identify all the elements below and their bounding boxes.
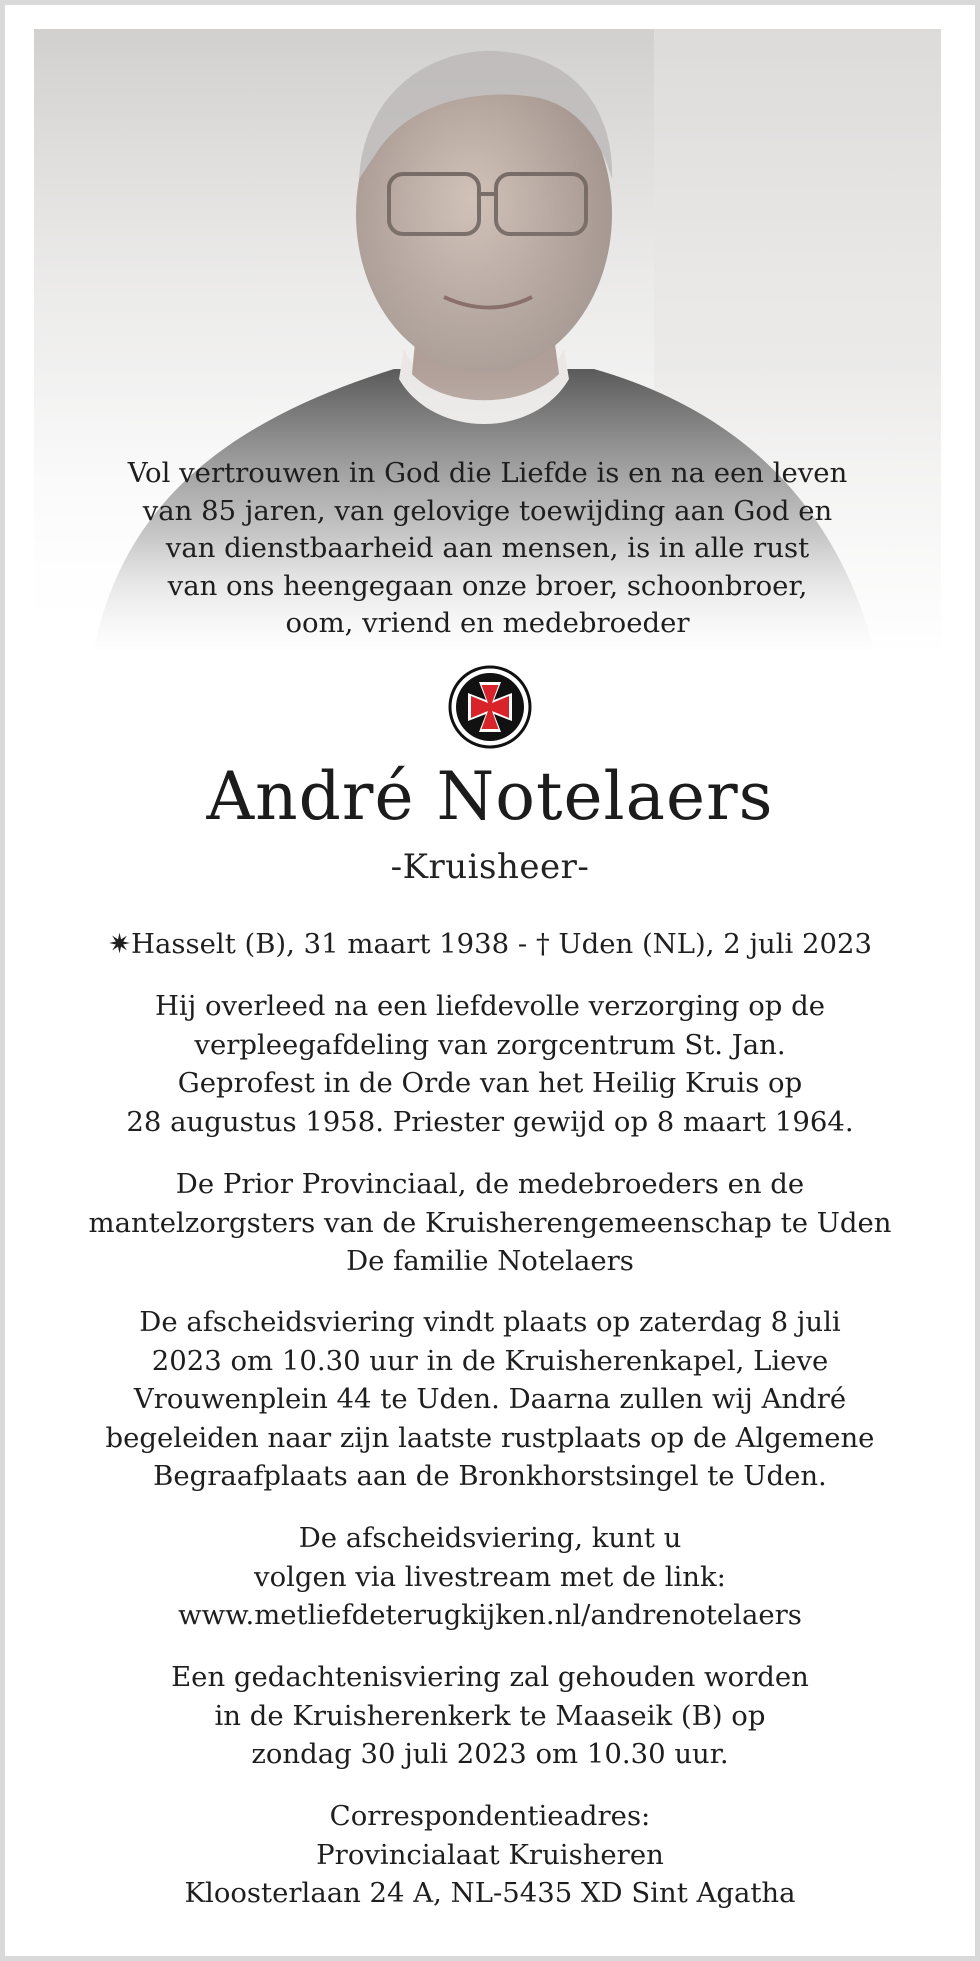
paragraph-line: in de Kruisherenkerk te Maaseik (B) op — [214, 1699, 766, 1732]
intro-line: Vol vertrouwen in God die Liefde is en na een leven — [127, 457, 848, 489]
paragraph-line: zondag 30 juli 2023 om 10.30 uur. — [251, 1738, 729, 1770]
intro-line: van 85 jaren, van gelovige toewijding aan God en — [142, 494, 833, 527]
deceased-title: -Kruisheer- — [390, 847, 590, 887]
intro-text — [34, 455, 941, 643]
paragraph-line: Hij overleed na een liefdevolle verzorging op de — [154, 990, 826, 1022]
paragraph-line: Begraafplaats aan de Bronkhorstsingel te Uden. — [153, 1460, 827, 1492]
livestream-link: www.metliefdeterugkijken.nl/andrenotelaers — [178, 1599, 802, 1631]
farewell-paragraph — [0, 1303, 980, 1496]
paragraph-line: 2023 om 10.30 uur in de Kruisherenkapel, Lieve — [151, 1344, 829, 1377]
birth-death-dates: ✷Hasselt (B), 31 maart 1938 - † Uden (NL), 2 juli 2023 — [107, 928, 872, 960]
paragraph-line: Geprofest in de Orde van het Heilig Kruis op — [177, 1067, 803, 1099]
paragraph-line: De Prior Provinciaal, de medebroeders en de — [175, 1168, 805, 1200]
paragraph-line: volgen via livestream met de link: — [254, 1560, 726, 1593]
paragraph-line: De afscheidsviering vindt plaats op zaterdag 8 juli — [139, 1306, 841, 1338]
paragraph-line: 28 augustus 1958. Priester gewijd op 8 maart 1964. — [126, 1105, 854, 1138]
intro-line: van ons heengegaan onze broer, schoonbroer, — [167, 569, 808, 602]
memorial-paragraph — [0, 1658, 980, 1774]
correspondence-address — [0, 1797, 980, 1913]
mourners-paragraph — [0, 1165, 980, 1281]
crusader-cross-icon — [447, 664, 533, 750]
intro-line: oom, vriend en medebroeder — [285, 607, 690, 639]
livestream-paragraph — [0, 1519, 980, 1635]
death-paragraph — [0, 987, 980, 1141]
paragraph-line: verpleegafdeling van zorgcentrum St. Jan. — [194, 1028, 786, 1061]
paragraph-line: Vrouwenplein 44 te Uden. Daarna zullen wij André — [133, 1383, 847, 1415]
paragraph-line: Provincialaat Kruisheren — [316, 1838, 664, 1871]
paragraph-line: Een gedachtenisviering zal gehouden worden — [171, 1661, 809, 1693]
paragraph-line: Correspondentieadres: — [329, 1800, 651, 1832]
intro-line: van dienstbaarheid aan mensen, is in alle rust — [165, 532, 810, 564]
deceased-name: André Notelaers — [206, 758, 774, 835]
paragraph-line: De afscheidsviering, kunt u — [298, 1522, 682, 1554]
paragraph-line: begeleiden naar zijn laatste rustplaats op de Algemene — [105, 1421, 875, 1454]
paragraph-line: Kloosterlaan 24 A, NL-5435 XD Sint Agatha — [184, 1877, 796, 1909]
paragraph-line: De familie Notelaers — [346, 1245, 634, 1277]
paragraph-line: mantelzorgsters van de Kruisherengemeenschap te Uden — [88, 1206, 892, 1239]
